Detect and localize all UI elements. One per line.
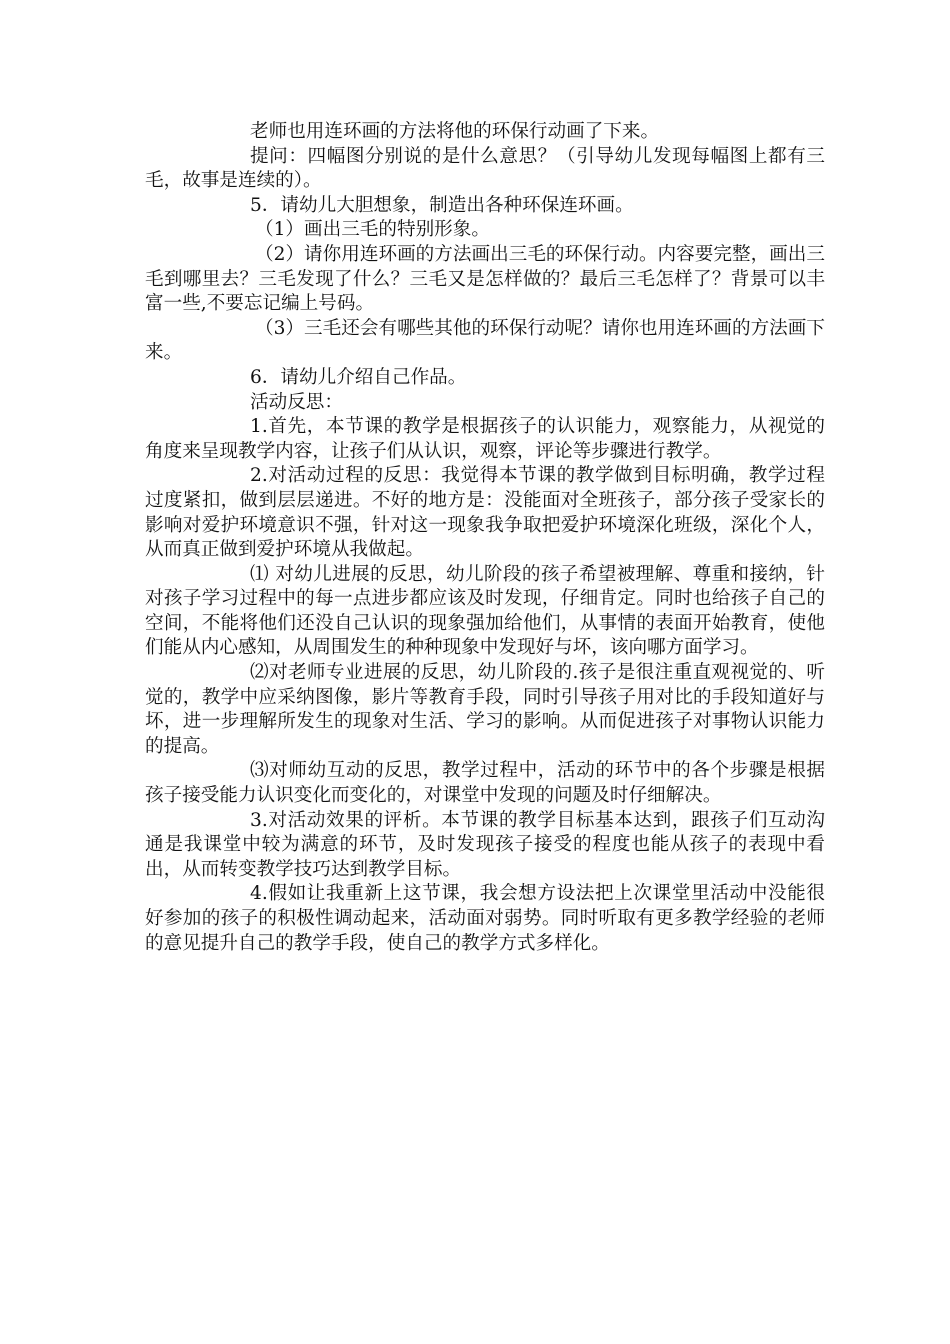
paragraph-reflection-3: 3.对活动效果的评析。本节课的教学目标基本达到，跟孩子们互动沟通是我课堂中较为满意的环节，及时发现孩子接受的程度也能从孩子的表现中看出，从而转变教学技巧达到教学目标。 [145,809,825,880]
paragraph-step-6: 6．请幼儿介绍自己作品。 [250,366,467,388]
paragraph-step-5-2: （2）请你用连环画的方法画出三毛的环保行动。内容要完整，画出三毛到哪里去？三毛发现了什么？三毛又是怎样做的？最后三毛怎样了？背景可以丰富一些,不要忘记编上号码。 [145,243,825,315]
paragraph-question: 提问：四幅图分别说的是什么意思？（引导幼儿发现每幅图上都有三毛，故事是连续的）。 [145,145,825,192]
document-body [145,120,825,956]
paragraph-reflection-1: 1.首先，本节课的教学是根据孩子的认识能力，观察能力，从视觉的角度来呈现教学内容，让孩子们从认识，观察，评论等步骤进行教学。 [145,416,825,462]
paragraph-step-5-1: （1）画出三毛的特别形象。 [255,219,490,241]
section-heading-reflection: 活动反思： [250,391,343,413]
paragraph-step-5-3: （3）三毛还会有哪些其他的环保行动呢？请你也用连环画的方法画下来。 [145,317,825,364]
paragraph-reflection-2-1: ⑴ 对幼儿进展的反思，幼儿阶段的孩子希望被理解、尊重和接纳，针对孩子学习过程中的每一点进步都应该及时发现，仔细肯定。同时也给孩子自己的空间，不能将他们还没自己认识的现象强加给他们，从事情的表面开始教育，使他们能从内心感知，从周围发生的种种现象中发现好与坏，该向哪方面学习。 [145,563,825,659]
paragraph-reflection-2-2: ⑵对老师专业进展的反思，幼儿阶段的.孩子是很注重直观视觉的、听觉的，教学中应采纳图像，影片等教育手段，同时引导孩子用对比的手段知道好与坏，进一步理解所发生的现象对生活、学习的影响。从而促进孩子对事物认识能力的提高。 [145,662,825,757]
paragraph-reflection-2-3: ⑶对师幼互动的反思，教学过程中，活动的环节中的各个步骤是根据孩子接受能力认识变化而变化的，对课堂中发现的问题及时仔细解决。 [145,760,825,807]
paragraph-reflection-4: 4.假如让我重新上这节课，我会想方设法把上次课堂里活动中没能很好参加的孩子的积极性调动起来，活动面对弱势。同时听取有更多教学经验的老师的意见提升自己的教学手段，使自己的教学方式多样化。 [145,883,825,954]
paragraph-comic-intro: 老师也用连环画的方法将他的环保行动画了下来。 [250,121,660,142]
paragraph-reflection-2: 2.对活动过程的反思：我觉得本节课的教学做到目标明确，教学过程过度紧扣，做到层层递进。不好的地方是：没能面对全班孩子，部分孩子受家长的影响对爱护环境意识不强，针对这一现象我争取把爱护环境深化班级，深化个人，从而真正做到爱护环境从我做起。 [145,465,825,561]
paragraph-step-5: 5．请幼儿大胆想象，制造出各种环保连环画。 [250,194,634,216]
